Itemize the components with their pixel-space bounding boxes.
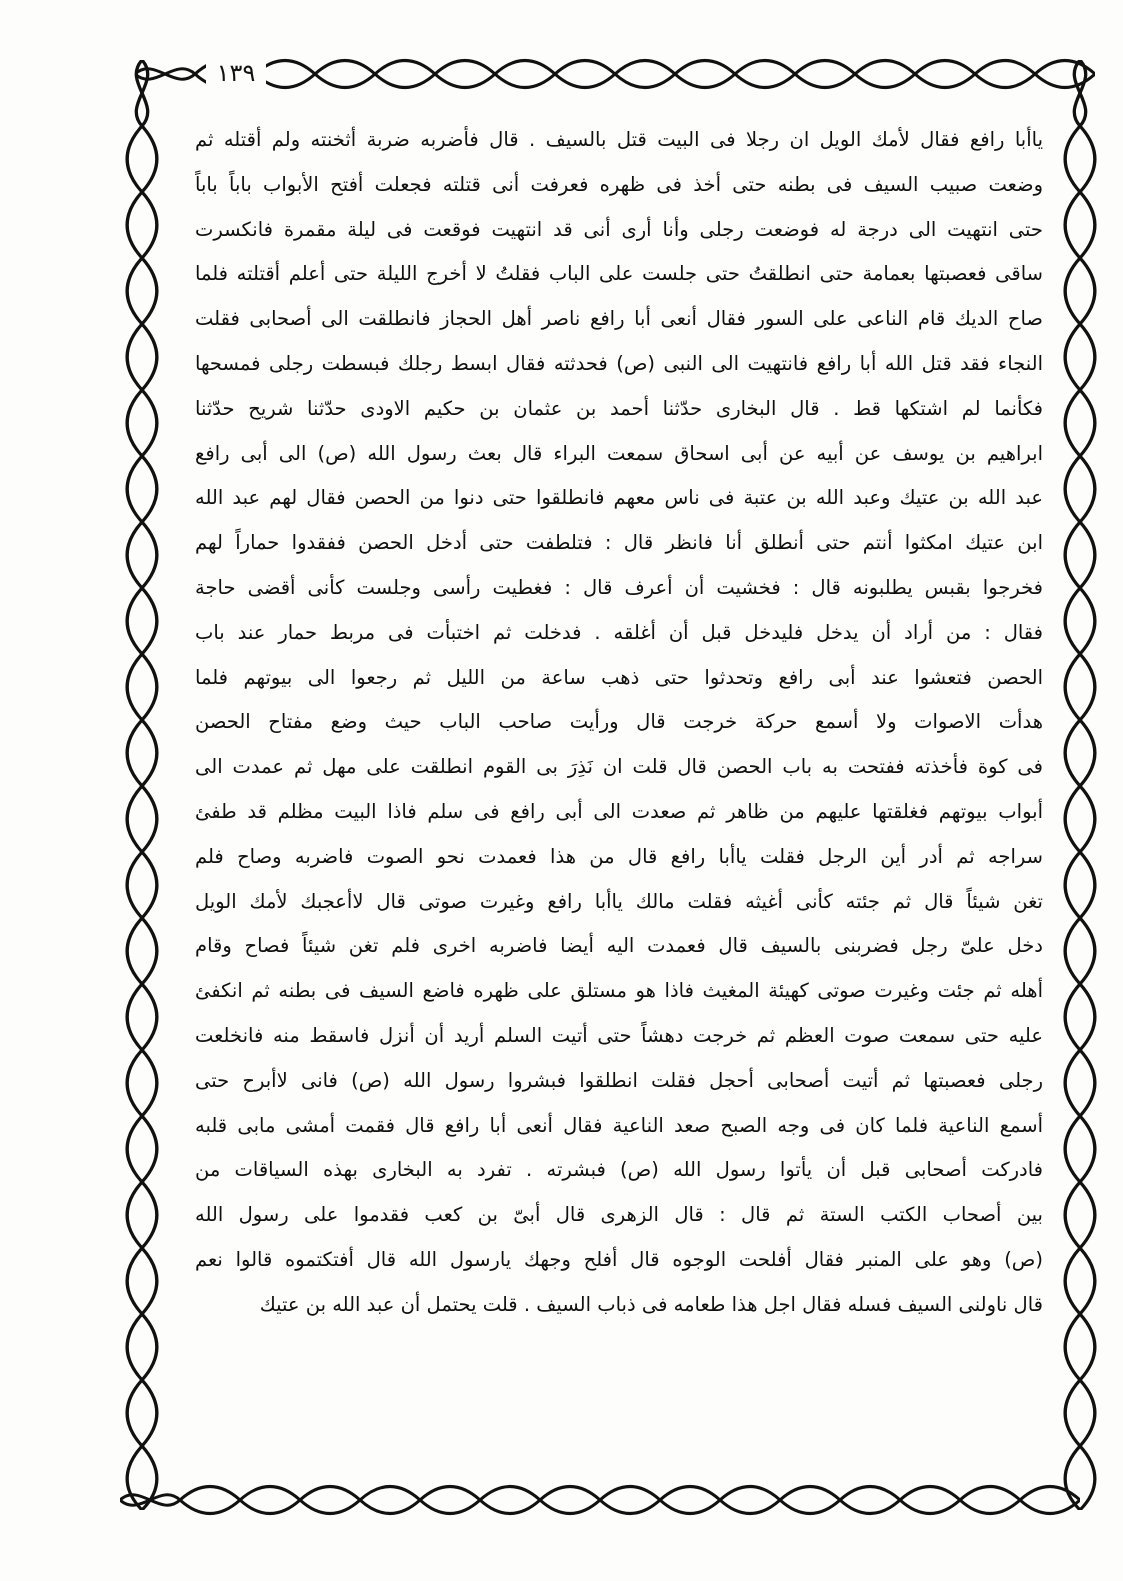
text-line: سراجه ثم أدر أين الرجل فقلت ياأبا رافع قال من هذا فعمدت نحو الصوت فاضربه وصاح فلم xyxy=(195,844,1043,868)
text-line: أبواب بيوتهم فغلقتها عليهم من ظاهر ثم صعدت الى أبى رافع فى سلم فاذا البيت مظلم قد طفئ xyxy=(195,799,1043,823)
text-line: عبد الله بن عتيك وعبد الله بن عتبة فى ناس معهم فانطلقوا حتى دنوا من الحصن فقال لهم عبد الله xyxy=(195,486,1043,510)
ornamental-border-bottom xyxy=(120,1480,1080,1520)
text-line: صاح الديك قام الناعى على السور فقال أنعى أبا رافع ناصر أهل الحجاز فانطلقت الى أصحابى فقلت xyxy=(195,307,1043,331)
text-line: بين أصحاب الكتب الستة ثم قال : قال الزهرى قال أبىّ بن كعب فقدموا على رسول الله xyxy=(195,1203,1043,1227)
text-line: ساقى فعصبتها بعمامة حتى انطلقتُ حتى جلست على الباب فقلتُ لا أخرج الليلة حتى أعلم أقتلته فلما xyxy=(195,262,1043,286)
text-line: رجلى فعصبتها ثم أتيت أصحابى أحجل فقلت انطلقوا فبشروا رسول الله (ص) فانى لاأبرح حتى xyxy=(195,1068,1043,1092)
body-text xyxy=(195,118,1043,1463)
text-line: هدأت الاصوات ولا أسمع حركة خرجت قال ورأيت صاحب الباب حيث وضع مفتاح الحصن xyxy=(195,710,1043,734)
text-line: تغن شيئاً قال ثم جئته كأنى أغيثه فقلت مالك ياأبا رافع وغيرت صوتى قال لاأعجبك لأمك الويل xyxy=(195,889,1043,913)
text-line: فقال : من أراد أن يدخل فليدخل قبل أن أغلقه . فدخلت ثم اختبأت فى مربط حمار عند باب xyxy=(195,620,1043,644)
text-line: ابراهيم بن يوسف عن أبيه عن أبى اسحاق سمعت البراء قال بعث رسول الله (ص) الى أبى رافع xyxy=(195,441,1043,465)
text-line: فخرجوا بقبس يطلبونه قال : فخشيت أن أعرف قال : فغطيت رأسى وجلست كأنى أقضى حاجة xyxy=(195,575,1043,599)
page-number: ١٣٩ xyxy=(206,56,266,90)
text-line: ابن عتيك امكثوا أنتم حتى أنطلق أنا فانظر قال : فتلطفت حتى أدخل الحصن ففقدوا حماراً لهم xyxy=(195,531,1043,555)
text-line: وضعت صبيب السيف فى بطنه حتى أخذ فى ظهره فعرفت أنى قتلته فجعلت أفتح الأبواب باباً باباً xyxy=(195,172,1043,196)
text-line: أهله ثم جئت وغيرت صوتى كهيئة المغيث فاذا هو مستلق على ظهره فاضع السيف فى بطنه ثم انكفئ xyxy=(195,979,1043,1003)
ornamental-border-right xyxy=(1058,60,1102,1510)
text-line: فكأنما لم اشتكها قط . قال البخارى حدّثنا أحمد بن عثمان بن حكيم الاودى حدّثنا شريح حدّثنا xyxy=(195,396,1043,420)
text-line: (ص) وهو على المنبر فقال أفلحت الوجوه قال أفلح وجهك يارسول الله قال أفتكتموه قالوا نعم xyxy=(195,1247,1043,1271)
text-line: عليه حتى سمعت صوت العظم ثم خرجت دهشاً حتى أتيت السلم أريد أن أنزل فاسقط منه فانخلعت xyxy=(195,1023,1043,1047)
text-line: الحصن فتعشوا عند أبى رافع وتحدثوا حتى ذهب ساعة من الليل ثم رجعوا الى بيوتهم فلما xyxy=(195,665,1043,689)
text-line: فادركت أصحابى قبل أن يأتوا رسول الله (ص) فبشرته . تفرد به البخارى بهذه السياقات من xyxy=(195,1158,1043,1182)
text-line: ياأبا رافع فقال لأمك الويل ان رجلا فى البيت قتل بالسيف . قال فأضربه ضربة أثخنته ولم أقتله ثم xyxy=(195,128,1043,151)
text-line: النجاء فقد قتل الله أبا رافع فانتهيت الى النبى (ص) فحدثته فقال ابسط رجلك فبسطت رجلى فمسحها xyxy=(195,351,1043,375)
ornamental-border-top xyxy=(135,54,1095,94)
text-line: قال ناولنى السيف فسله فقال اجل هذا طعامه فى ذباب السيف . قلت يحتمل أن عبد الله بن عتيك xyxy=(259,1292,1043,1316)
text-line: دخل علىّ رجل فضربنى بالسيف قال فعمدت اليه أيضا فاضربه اخرى فلم تغن شيئاً فصاح وقام xyxy=(195,934,1043,958)
text-line: حتى انتهيت الى درجة له فوضعت رجلى وأنا أرى أنى قد انتهيت فوقعت فى ليلة مقمرة فانكسرت xyxy=(195,217,1043,241)
text-line: فى كوة فأخذته ففتحت به باب الحصن قال قلت ان نَذِرَ بى القوم انطلقت على مهل ثم عمدت الى xyxy=(195,755,1043,779)
text-line: أسمع الناعية فلما كان فى وجه الصبح صعد الناعية فقال أنعى أبا رافع قال فقمت أمشى مابى قلبه xyxy=(195,1113,1043,1137)
ornamental-border-left xyxy=(120,60,164,1510)
